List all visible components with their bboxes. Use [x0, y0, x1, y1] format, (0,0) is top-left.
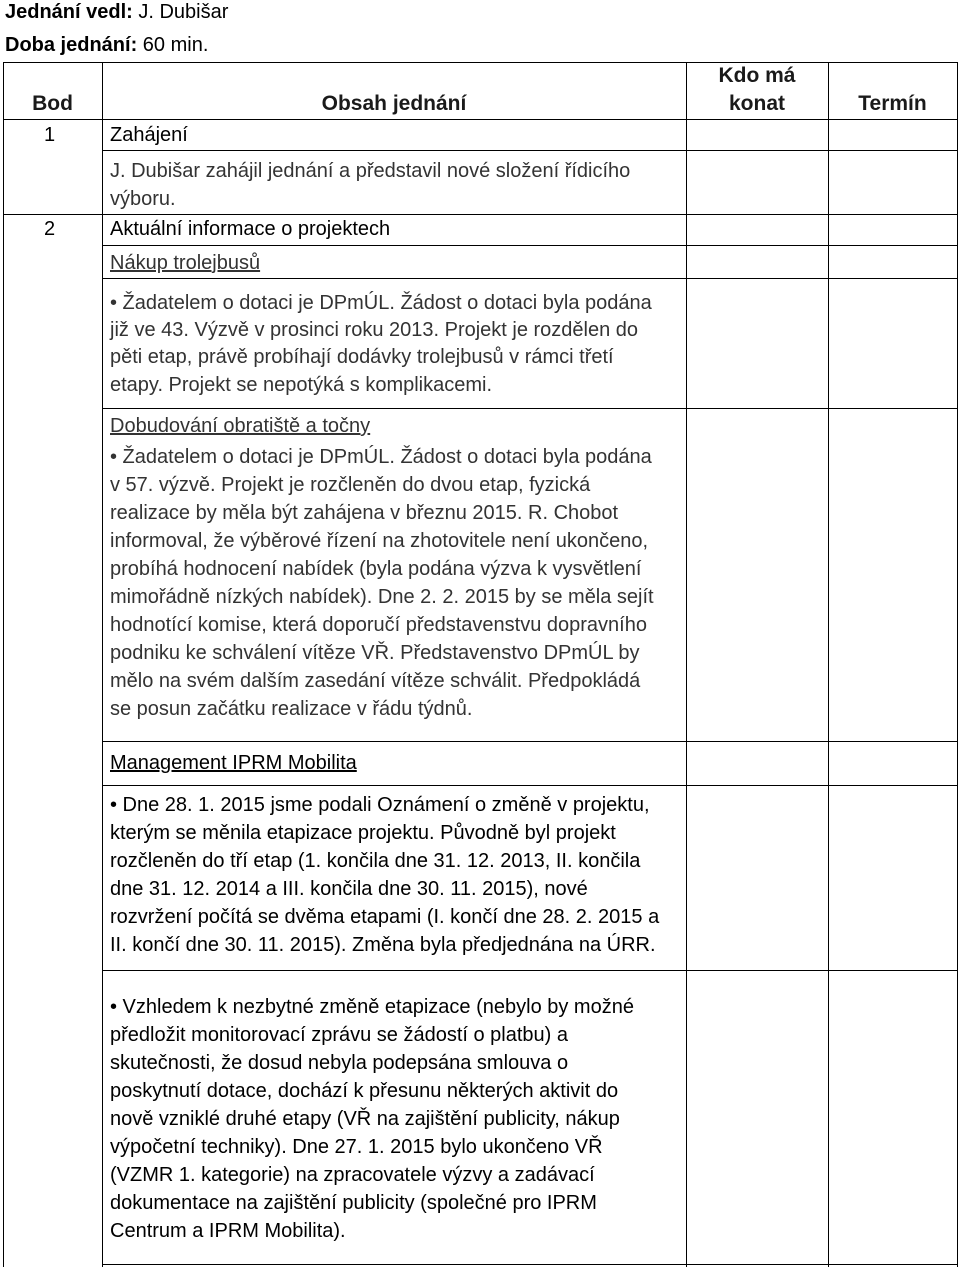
item-text-line: J. Dubišar zahájil jednání a představil nové složení řídicího [110, 160, 631, 182]
col-line [957, 62, 958, 1267]
item-text-line: kterým se měnila etapizace projektu. Původně byl projekt [110, 822, 616, 844]
row-line [102, 278, 958, 279]
item-title: Aktuální informace o projektech [110, 218, 391, 240]
item-text-line: dokumentace na zajištění publicity (společné pro IPRM [110, 1192, 597, 1214]
subsection-title: Dobudování obratiště a točny [110, 415, 371, 437]
item-text-line: v 57. výzvě. Projekt je rozčleněn do dvou etap, fyzická [110, 474, 591, 496]
row-line [102, 1264, 958, 1265]
item-text-line: rozčleněn do tří etap (1. končila dne 31. 12. 2013, II. končila [110, 850, 641, 872]
subsection-title: Nákup trolejbusů [110, 252, 261, 274]
item-text-line: výpočetní techniky). Dne 27. 1. 2015 bylo ukončeno VŘ [110, 1136, 603, 1158]
row-line [3, 119, 958, 120]
row-line [102, 741, 958, 742]
item-text-line: (VZMR 1. kategorie) na zpracovatele výzvy a zadávací [110, 1164, 595, 1186]
item-title: Zahájení [110, 124, 188, 146]
header-kdo-line2: konat [728, 92, 785, 115]
item-text-line: podniku ke schválení vítěze VŘ. Představenstvo DPmÚL by [110, 642, 640, 664]
meeting-duration [5, 33, 208, 57]
item-text-line: skutečnosti, že dosud nebyla podepsána smlouva o [110, 1052, 569, 1074]
item-text-line: • Dne 28. 1. 2015 jsme podali Oznámení o změně v projektu, [110, 794, 650, 816]
item-text-line: • Žadatelem o dotaci je DPmÚL. Žádost o dotaci byla podána [110, 446, 652, 468]
header-kdo-line1: Kdo má [718, 64, 796, 87]
item-text-line: etapy. Projekt se nepotýká s komplikacemi. [110, 374, 493, 396]
chair-value: J. Dubišar [138, 1, 229, 23]
item-number: 1 [44, 124, 56, 146]
header-termin: Termín [858, 92, 927, 115]
item-text-line: II. končí dne 30. 11. 2015). Změna byla předjednána na ÚRR. [110, 934, 656, 956]
item-text-line: rozvržení počítá se dvěma etapami (I. končí dne 28. 2. 2015 a [110, 906, 660, 928]
item-text-line: se posun začátku realizace v řádu týdnů. [110, 698, 473, 720]
item-text-line: pěti etap, právě probíhají dodávky trolejbusů v rámci třetí [110, 346, 614, 368]
row-line [102, 785, 958, 786]
item-text-line: mělo na svém dalším zasedání vítěze schválit. Předpokládá [110, 670, 641, 692]
subsection-title: Management IPRM Mobilita [110, 752, 357, 774]
col-line [828, 62, 829, 1267]
item-text-line: realizace by měla být zahájena v březnu 2015. R. Chobot [110, 502, 619, 524]
item-text-line: dne 31. 12. 2014 a III. končila dne 30. 11. 2015), nové [110, 878, 588, 900]
row-line [102, 150, 958, 151]
item-text-line: informoval, že výběrové řízení na zhotovitele není ukončeno, [110, 530, 649, 552]
item-text-line: • Žadatelem o dotaci je DPmÚL. Žádost o dotaci byla podána [110, 292, 652, 314]
item-text-line: poskytnutí dotace, dochází k přesunu některých aktivit do [110, 1080, 619, 1102]
item-text-line: hodnotící komise, která doporučí představenstvu dopravního [110, 614, 647, 636]
item-text-line: již ve 43. Výzvě v prosinci roku 2013. Projekt je rozdělen do [110, 319, 639, 341]
col-line [102, 62, 103, 1267]
item-text-line: výboru. [110, 188, 176, 210]
chair-label: Jednání vedl: [5, 1, 133, 23]
header-bod: Bod [32, 92, 73, 115]
duration-label: Doba jednání: [5, 34, 138, 56]
duration-value: 60 min. [142, 34, 209, 56]
item-text-line: mimořádně nízkých nabídek). Dne 2. 2. 2015 by se měla sejít [110, 586, 654, 608]
col-line [3, 62, 4, 1267]
header-obsah: Obsah jednání [321, 92, 467, 115]
item-text-line: • Vzhledem k nezbytné změně etapizace (nebylo by možné [110, 996, 634, 1018]
item-text-line: Centrum a IPRM Mobilita). [110, 1220, 346, 1242]
item-text-line: nově vzniklé druhé etapy (VŘ na zajištění publicity, nákup [110, 1108, 620, 1130]
item-text-line: probíhá hodnocení nabídek (byla podána výzva k vysvětlení [110, 558, 642, 580]
row-line [102, 970, 958, 971]
item-text-line: předložit monitorovací zprávu se žádostí o platbu) a [110, 1024, 569, 1046]
item-number: 2 [44, 218, 56, 240]
row-line [102, 408, 958, 409]
meeting-chair [5, 0, 228, 24]
col-line [686, 62, 687, 1267]
row-line [102, 245, 958, 246]
